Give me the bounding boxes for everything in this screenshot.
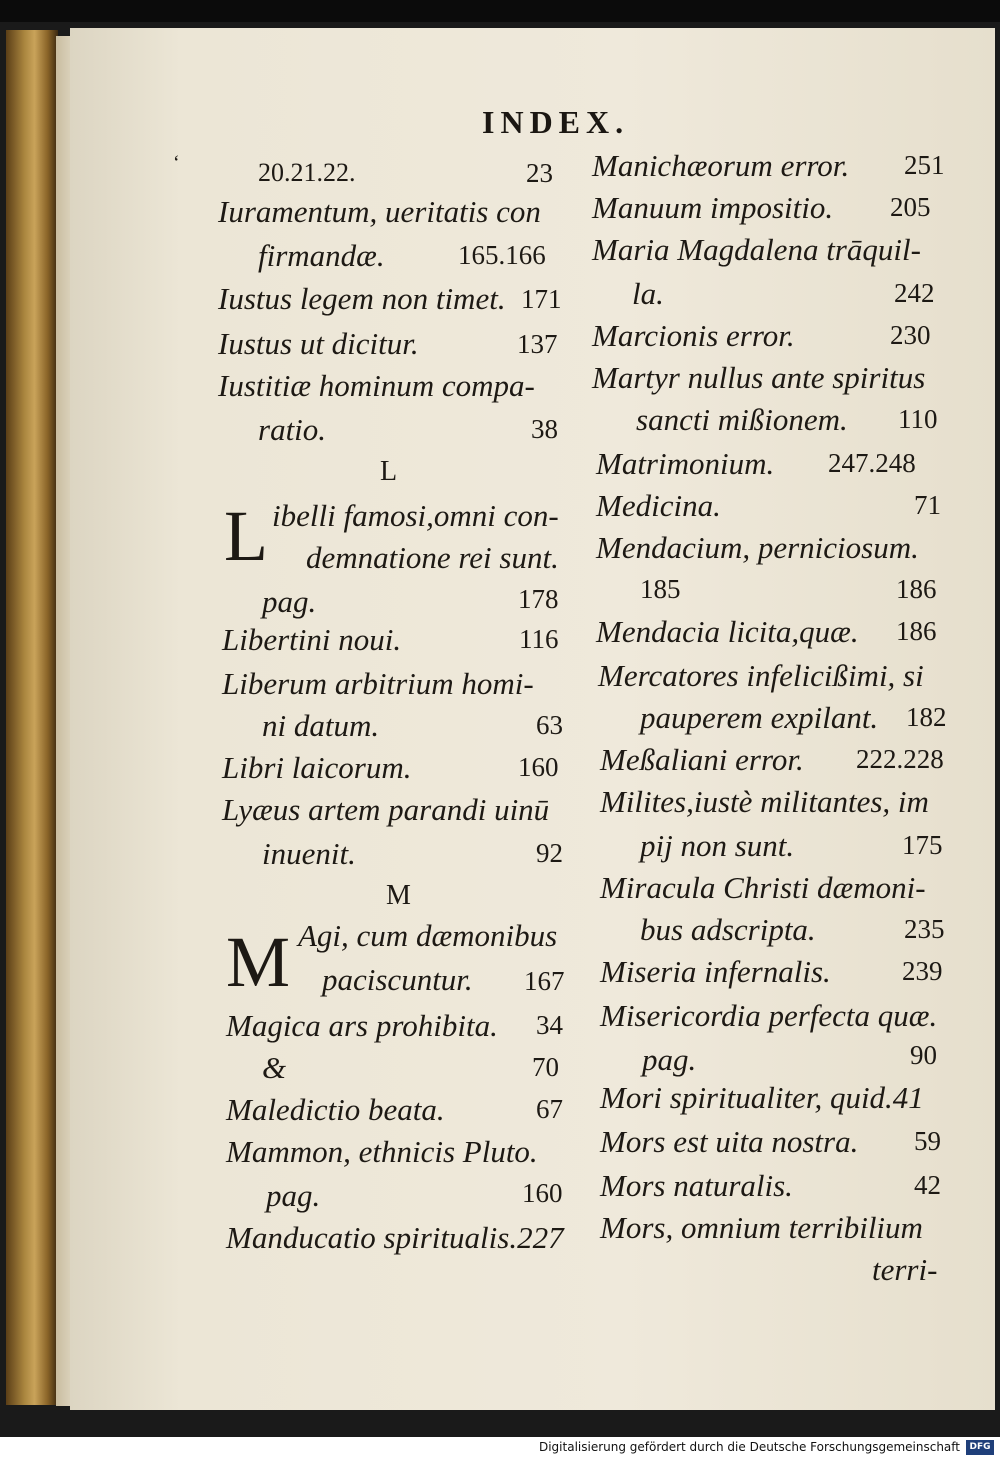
index-entry: Mors est uita nostra. [600,1124,859,1159]
index-entry: & [262,1050,287,1085]
index-entry: pij non sunt. [640,828,795,863]
page-ref: 70 [532,1052,559,1082]
index-entry: Maria Magdalena trāquil- [592,232,921,267]
index-entry: 185 [640,574,681,604]
index-entry: ni datum. [262,708,380,743]
page-ref: 175 [902,830,943,860]
index-entry: inuenit. [262,836,356,871]
index-entry: pag. [642,1042,697,1077]
drop-capital: M [226,922,291,1002]
index-entry: Mercatores infelicißimi, si [598,658,924,693]
index-entry: Iuramentum, ueritatis con [218,194,541,229]
index-entry: Miracula Christi dæmoni- [600,870,926,905]
page-ref: 67 [536,1094,563,1124]
index-entry: Iustus ut dicitur. [218,326,419,361]
page-ref: 230 [890,320,931,350]
index-entry: firmandæ. [258,238,385,273]
index-entry: bus adscripta. [640,912,816,947]
page-ref: 90 [910,1040,937,1070]
drop-capital: L [224,496,268,576]
index-entry: Mors naturalis. [600,1168,793,1203]
page-ref: 182 [906,702,947,732]
index-entry: Mors, omnium terribilium [600,1210,923,1245]
page-ref: 205 [890,192,931,222]
index-entry: ratio. [258,412,327,447]
index-entry: Mammon, ethnicis Pluto. [226,1134,538,1169]
index-entry: Mendacium, perniciosum. [596,530,919,565]
page-ref: 239 [902,956,943,986]
page-ref: 23 [526,158,553,188]
index-entry: Mendacia licita,quæ. [596,614,859,649]
index-entry: Liberum arbitrium homi- [222,666,534,701]
margin-mark: ʻ [173,152,180,174]
page-ref: 251 [904,150,945,180]
index-entry: Agi, cum dæmonibus [298,918,558,953]
index-entry: Milites,iustè militantes, im [600,784,929,819]
page-ref: 160 [522,1178,563,1208]
page-ref: 63 [536,710,563,740]
index-entry: Marcionis error. [592,318,795,353]
page-ref: 186 [896,574,937,604]
page-ref: 178 [518,584,559,614]
page-ref: 247.248 [828,448,916,478]
section-letter: M [386,880,411,911]
index-entry: Iustus legem non timet. [218,281,506,316]
page-ref: 186 [896,616,937,646]
index-entry: sancti mißionem. [636,402,848,437]
index-entry: Iustitiæ hominum compa- [218,368,535,403]
index-entry: Medicina. [596,488,721,523]
dfg-logo-icon: DFG [966,1440,994,1455]
index-entry: Manichæorum error. [592,148,850,183]
index-entry: Matrimonium. [596,446,775,481]
index-entry: la. [632,276,664,311]
index-entry: pag. [266,1178,321,1213]
page-ref: 167 [524,966,565,996]
index-entry: Magica ars prohibita. [226,1008,498,1043]
index-entry: paciscuntur. [322,962,473,997]
page-ref: 165.166 [458,240,546,270]
index-entry: terri- [872,1252,938,1287]
index-entry: ibelli famosi,omni con- [272,498,559,533]
page-ref: 59 [914,1126,941,1156]
index-entry: Manuum impositio. [592,190,834,225]
index-entry: Libri laicorum. [222,750,412,785]
index-entry: Maledictio beata. [226,1092,445,1127]
footer-bar [0,1437,1000,1459]
index-entry: demnatione rei sunt. [306,540,559,575]
index-entry: Lyæus artem parandi uinū [222,792,550,827]
page-ref: 242 [894,278,935,308]
page-ref: 235 [904,914,945,944]
index-entry: pag. [262,584,317,619]
section-letter: L [380,456,398,487]
index-entry: Mori spiritualiter, quid.41 [600,1080,924,1115]
index-entry: Misericordia perfecta quæ. [600,998,938,1033]
index-entry: Manducatio spiritualis.227 [226,1220,564,1255]
index-entry: 20.21.22. [258,158,356,187]
page-ref: 171 [521,284,562,314]
index-entry: Martyr nullus ante spiritus [592,360,926,395]
index-entry: Libertini noui. [222,622,402,657]
page-ref: 92 [536,838,563,868]
page-ref: 222.228 [856,744,944,774]
page-ref: 34 [536,1010,563,1040]
page-ref: 38 [531,414,558,444]
page-ref: 160 [518,752,559,782]
funding-credit: Digitalisierung gefördert durch die Deutsche Forschungsgemeinschaft [538,1440,960,1454]
page-ref: 137 [517,329,558,359]
page-ref: 110 [898,404,938,434]
page-header: INDEX. [482,104,630,140]
book-fore-edge [6,30,58,1405]
index-entry: Meßaliani error. [600,742,804,777]
index-entry: pauperem expilant. [640,700,879,735]
index-entry: Miseria infernalis. [600,954,831,989]
page-ref: 71 [914,490,941,520]
page-ref: 42 [914,1170,941,1200]
page-ref: 116 [519,624,559,654]
